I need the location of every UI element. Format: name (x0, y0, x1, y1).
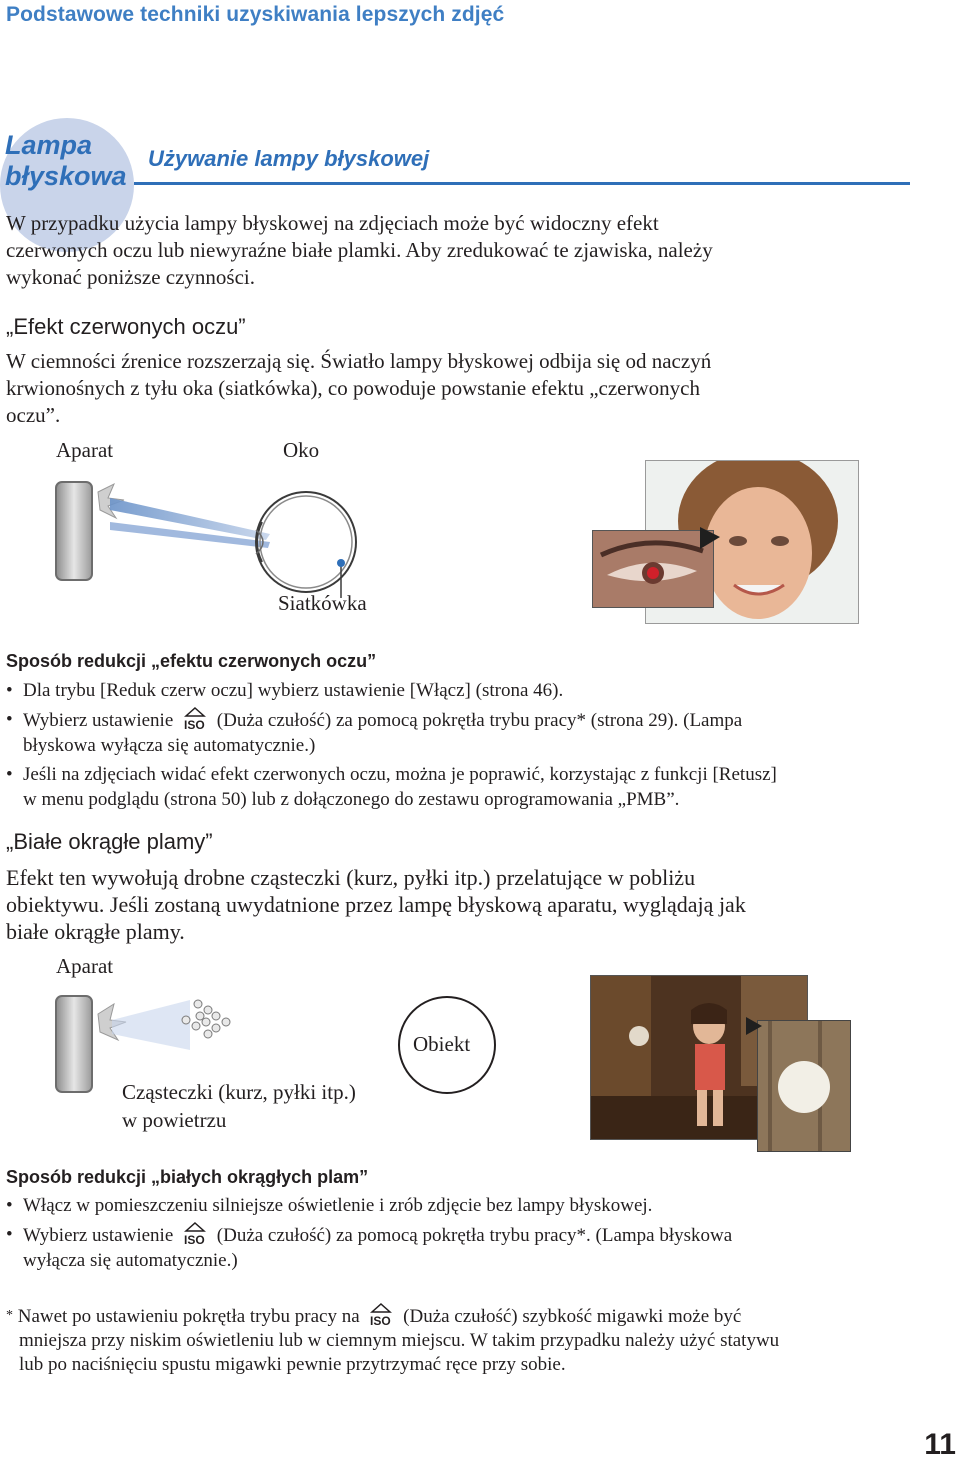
red-eye-heading: „Efekt czerwonych oczu” (6, 314, 246, 339)
white-spots-line: białe okrągłe plamy. (6, 919, 185, 944)
tab-label-line2: błyskowa (5, 161, 127, 191)
bullet-text: Włącz w pomieszczeniu silniejsze oświetlenie i zrób zdjęcie bez lampy błyskowej. (23, 1195, 653, 1216)
closeup-spot-illustration (758, 1021, 850, 1151)
red-eye-diagram (40, 470, 380, 600)
closeup-eye-illustration (593, 531, 713, 607)
list-item: • Wybierz ustawienie ISO (Duża czułość) za pomocą pokrętła trybu pracy* (strona 29). (Lampa błyskowa wyłącza się automatycznie.) (6, 709, 743, 756)
iso-high-sensitivity-icon (180, 707, 210, 731)
bullet-text: (Duża czułość) za pomocą pokrętła trybu pracy*. (Lampa błyskowa (216, 1225, 733, 1246)
footnote-text: mniejsza przy niskim oświetleniu lub w ciemnym miejscu. W takim przypadku należy użyć statywu (19, 1330, 780, 1351)
page-header-title: Podstawowe techniki uzyskiwania lepszych zdjęć (6, 3, 505, 26)
list-item: • Dla trybu [Reduk czerw oczu] wybierz ustawienie [Włącz] (strona 46). (6, 680, 564, 701)
section-rule (134, 182, 910, 185)
svg-text:ISO: ISO (184, 1233, 205, 1246)
iso-high-sensitivity-icon (180, 1222, 210, 1246)
bullet-text: Dla trybu [Reduk czerw oczu] wybierz ustawienie [Włącz] (strona 46). (23, 680, 564, 701)
red-eye-paragraph (6, 348, 906, 429)
white-spot-closeup (757, 1020, 851, 1152)
bullet-text: (Duża czułość) za pomocą pokrętła trybu pracy* (strona 29). (Lampa (216, 710, 743, 731)
red-eye-reduce-list (6, 678, 926, 812)
bullet-text: w menu podglądu (strona 50) lub z dołączonego do zestawu oprogramowania „PMB”. (23, 789, 680, 810)
iso-high-sensitivity-icon (366, 1303, 396, 1327)
bullet-text: błyskowa wyłącza się automatycznie.) (23, 735, 316, 756)
footnote-text: Nawet po ustawieniu pokrętła trybu pracy na (17, 1306, 360, 1327)
bullet-text: wyłącza się automatycznie.) (23, 1250, 238, 1271)
red-eye-line: oczu”. (6, 403, 61, 427)
bullet-text: Wybierz ustawienie (23, 710, 174, 731)
camera-icon-2 (56, 996, 92, 1092)
page-number: 11 (924, 1428, 956, 1461)
section-title: Używanie lampy błyskowej (148, 146, 430, 171)
particles-label-line2: w powietrzu (122, 1108, 227, 1132)
intro-line: czerwonych oczu lub niewyraźne białe plamki. Aby zredukować te zjawiska, należy (6, 238, 713, 262)
footnote-text: lub po naciśnięciu spustu migawki pewnie przytrzymać ręce przy sobie. (19, 1354, 566, 1375)
list-item: • Włącz w pomieszczeniu silniejsze oświetlenie i zrób zdjęcie bez lampy błyskowej. (6, 1195, 653, 1216)
intro-line: W przypadku użycia lampy błyskowej na zdjęciach może być widoczny efekt (6, 211, 659, 235)
white-spots-paragraph (6, 864, 926, 945)
white-spots-line: Efekt ten wywołują drobne cząsteczki (kurz, pyłki itp.) przelatujące w pobliżu (6, 865, 696, 890)
red-eye-line: krwionośnych z tyłu oka (siatkówka), co powoduje powstanie efektu „czerwonych (6, 376, 700, 400)
footnote-mark: * (6, 1308, 13, 1323)
camera-icon (56, 482, 92, 580)
diagram-label-camera-2: Aparat (56, 954, 114, 978)
pointer-arrow-icon (700, 525, 722, 551)
svg-text:ISO: ISO (184, 718, 205, 731)
white-spots-heading: „Białe okrągłe plamy” (6, 829, 213, 854)
red-eye-reduce-heading: Sposób redukcji „efektu czerwonych oczu” (6, 651, 377, 671)
bullet-text: Jeśli na zdjęciach widać efekt czerwonych oczu, można je poprawić, korzystając z funkcji [Retusz] (23, 764, 777, 785)
pointer-arrow-icon-2 (746, 1015, 764, 1037)
tab-label-line1: Lampa (5, 130, 93, 160)
diagram-label-eye: Oko (283, 438, 320, 462)
footnote (6, 1303, 926, 1377)
bullet-text: Wybierz ustawienie (23, 1225, 174, 1246)
intro-paragraph (6, 210, 906, 291)
section-tab-label (5, 130, 127, 192)
footnote-text: (Duża czułość) szybkość migawki może być (403, 1306, 742, 1327)
white-spots-reduce-list (6, 1193, 926, 1273)
intro-line: wykonać poniższe czynności. (6, 265, 255, 289)
red-eye-line: W ciemności źrenice rozszerzają się. Światło lampy błyskowej odbija się od naczyń (6, 349, 712, 373)
eye-icon (256, 492, 356, 598)
diagram-label-particles (122, 1078, 356, 1134)
white-spots-line: obiektywu. Jeśli zostaną uwydatnione przez lampę błyskową aparatu, wyglądają jak (6, 892, 746, 917)
list-item: • Jeśli na zdjęciach widać efekt czerwonych oczu, można je poprawić, korzystając z funkcji [Retusz] w menu podglądu (strona 50) lub z dołączonego do zestawu oprogramowania „PMB”. (6, 764, 777, 810)
red-eye-closeup-photo (592, 530, 714, 608)
svg-text:ISO: ISO (370, 1314, 392, 1327)
particles-label-line1: Cząsteczki (kurz, pyłki itp.) (122, 1080, 356, 1104)
diagram-label-camera: Aparat (56, 438, 114, 462)
diagram-label-object: Obiekt (413, 1032, 471, 1056)
white-spots-reduce-heading: Sposób redukcji „białych okrągłych plam” (6, 1167, 369, 1187)
list-item: • Wybierz ustawienie ISO (Duża czułość) za pomocą pokrętła trybu pracy*. (Lampa błyskowa wyłącza się automatycznie.) (6, 1224, 733, 1271)
diagram-label-retina: Siatkówka (278, 591, 367, 615)
